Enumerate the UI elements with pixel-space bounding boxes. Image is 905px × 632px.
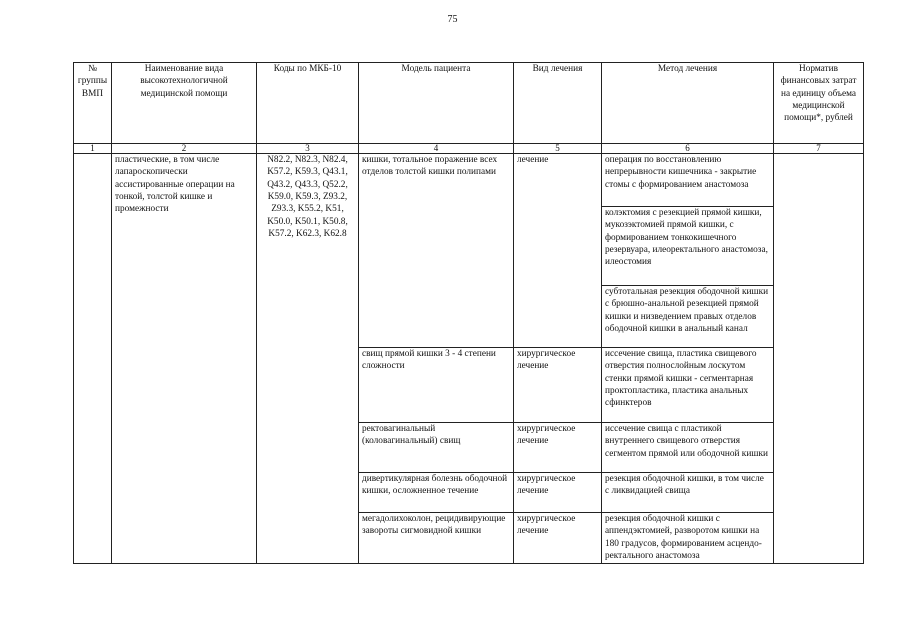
method-item: колэктомия с резекцией прямой кишки, мукозэктомией прямой кишки, с формированием тонкокишечного резервуара, илеоректального анастомоза, илеостомия (602, 207, 773, 286)
patient-model-cell: свищ прямой кишки 3 - 4 степени сложности (359, 348, 514, 423)
method-item: операция по восстановлению непрерывности кишечника - закрытие стомы с формированием анастомоза (602, 154, 773, 207)
header-group-number: № группы ВМП (74, 63, 112, 144)
column-number: 4 (359, 144, 514, 154)
patient-model-cell: кишки, тотальное поражение всех отделов толстой кишки полипами (359, 154, 514, 348)
patient-model-cell: дивертикулярная болезнь ободочной кишки, осложненное течение (359, 473, 514, 513)
treatment-type-cell: хирургическое лечение (514, 348, 602, 423)
treatment-method-cell (602, 154, 774, 348)
column-number: 2 (112, 144, 257, 154)
treatment-method-cell: резекция ободочной кишки с аппендэктомией, разворотом кишки на 180 градусов, формированием асцендо-ректального анастомоза (602, 513, 774, 564)
header-cost-standard: Норматив финансовых затрат на единицу объема медицинской помощи*, рублей (774, 63, 864, 144)
page-number: 75 (447, 14, 458, 25)
treatment-type-cell: хирургическое лечение (514, 423, 602, 473)
icd-codes-cell: N82.2, N82.3, N82.4, K57.2, K59.3, Q43.1, Q43.2, Q43.3, Q52.2, K59.0, K59.3, Z93.2, Z93.3, K55.2, K51, K50.0, K50.1, K50.8, K57.2, K62.3, K62.8 (257, 154, 359, 564)
header-patient-model: Модель пациента (359, 63, 514, 144)
patient-model-cell: ректовагинальный (коловагинальный) свищ (359, 423, 514, 473)
patient-model-cell: мегадолихоколон, рецидивирующие завороты сигмовидной кишки (359, 513, 514, 564)
table-row (74, 154, 864, 348)
method-item: субтотальная резекция ободочной кишки с брюшно-анальной резекцией прямой кишки и низведением правых отделов ободочной кишки в анальный канал (605, 287, 769, 335)
group-number-cell (74, 154, 112, 564)
header-treatment-method: Метод лечения (602, 63, 774, 144)
treatment-type-cell: хирургическое лечение (514, 473, 602, 513)
cost-cell (774, 154, 864, 564)
treatment-method-cell: резекция ободочной кишки, в том числе с ликвидацией свища (602, 473, 774, 513)
header-icd-codes: Коды по МКБ-10 (257, 63, 359, 144)
treatment-type-cell: лечение (514, 154, 602, 348)
column-number: 5 (514, 144, 602, 154)
care-type-cell: пластические, в том числе лапароскопически ассистированные операции на тонкой, толстой кишке и промежности (112, 154, 257, 564)
column-number: 7 (774, 144, 864, 154)
header-treatment-type: Вид лечения (514, 63, 602, 144)
column-number: 6 (602, 144, 774, 154)
column-number: 1 (74, 144, 112, 154)
header-row (74, 63, 864, 144)
treatment-method-cell: иссечение свища с пластикой внутреннего свищевого отверстия сегментом прямой или ободочной кишки (602, 423, 774, 473)
vmp-table (73, 62, 864, 564)
treatment-method-cell: иссечение свища, пластика свищевого отверстия полнослойным лоскутом стенки прямой кишки - сегментарная проктопластика, пластика анальных сфинктеров (602, 348, 774, 423)
column-number: 3 (257, 144, 359, 154)
header-care-type: Наименование вида высокотехнологичной медицинской помощи (112, 63, 257, 144)
column-number-row (74, 144, 864, 154)
treatment-type-cell: хирургическое лечение (514, 513, 602, 564)
